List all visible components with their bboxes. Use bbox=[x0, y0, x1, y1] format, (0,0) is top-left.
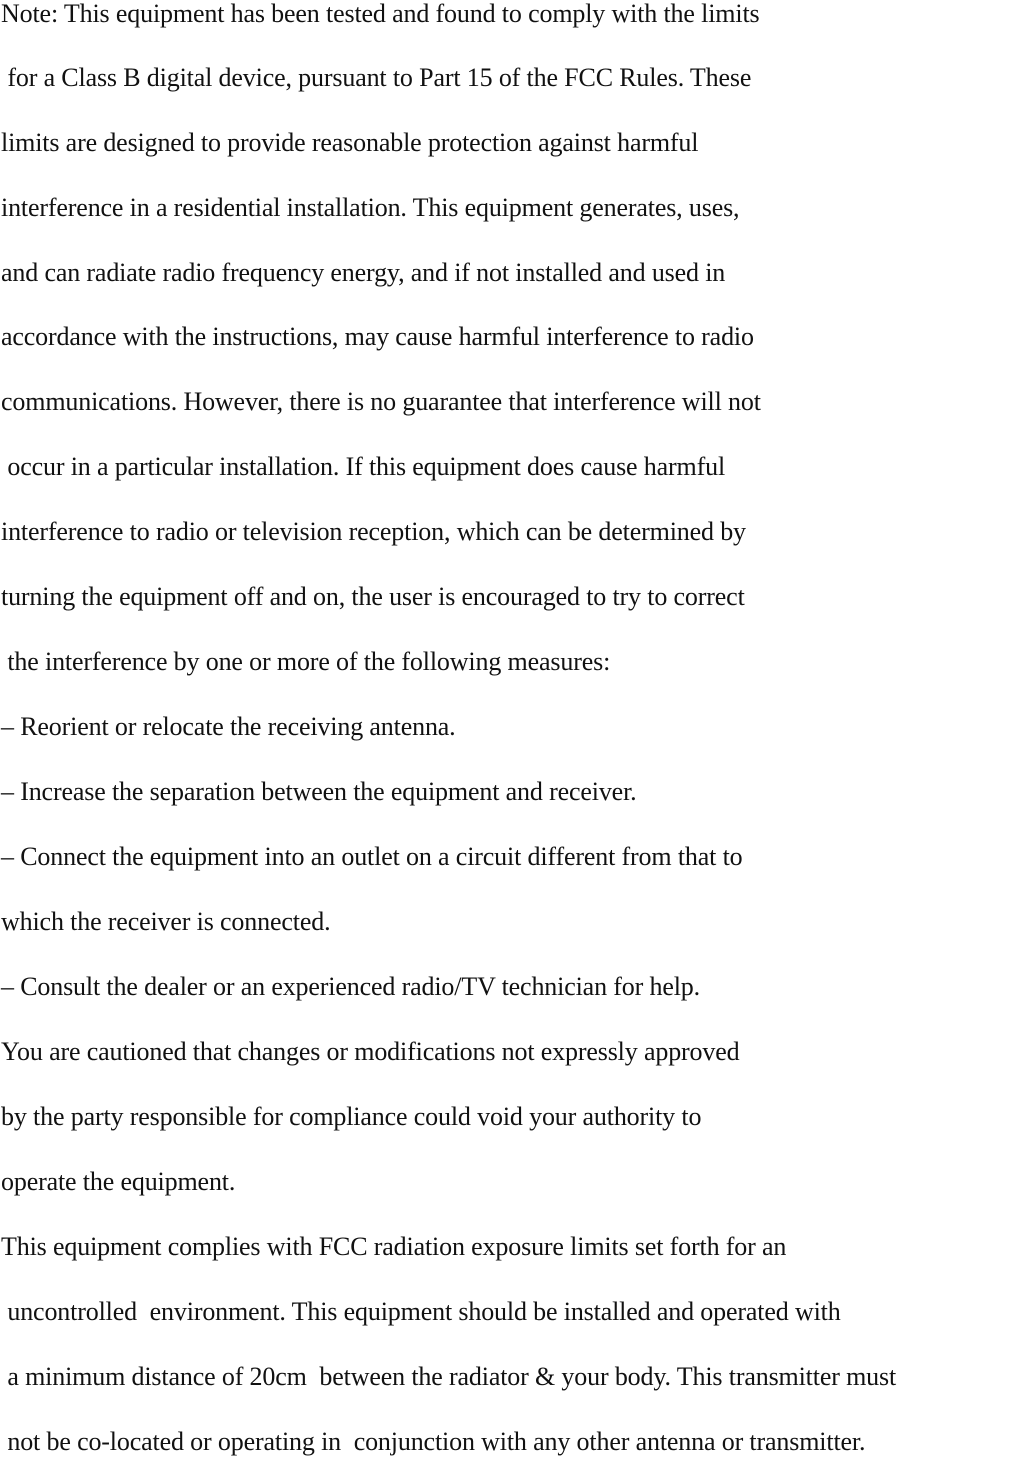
measure-item-3-cont: which the receiver is connected. bbox=[1, 907, 331, 936]
measure-item-3: – Connect the equipment into an outlet on a circuit different from that to bbox=[1, 842, 743, 871]
text-line-7: communications. However, there is no guarantee that interference will not bbox=[1, 387, 761, 416]
text-line-6: accordance with the instructions, may cause harmful interference to radio bbox=[1, 322, 754, 351]
exposure-line-3: a minimum distance of 20cm between the radiator & your body. This transmitter must bbox=[1, 1362, 897, 1391]
measure-item-2: – Increase the separation between the equipment and receiver. bbox=[1, 777, 637, 806]
text-line-9: interference to radio or television reception, which can be determined by bbox=[1, 517, 746, 546]
measure-item-1: – Reorient or relocate the receiving antenna. bbox=[1, 712, 456, 741]
text-line-1: Note: This equipment has been tested and found to comply with the limits bbox=[1, 0, 760, 28]
exposure-line-4: not be co-located or operating in conjunction with any other antenna or transmitter. bbox=[1, 1427, 866, 1456]
text-line-8: occur in a particular installation. If this equipment does cause harmful bbox=[1, 452, 726, 481]
text-line-3: limits are designed to provide reasonable protection against harmful bbox=[1, 128, 699, 157]
caution-line-3: operate the equipment. bbox=[1, 1167, 236, 1196]
text-line-2: for a Class B digital device, pursuant to Part 15 of the FCC Rules. These bbox=[1, 63, 752, 92]
text-line-4: interference in a residential installation. This equipment generates, uses, bbox=[1, 193, 740, 222]
caution-line-2: by the party responsible for compliance could void your authority to bbox=[1, 1102, 702, 1131]
exposure-line-1: This equipment complies with FCC radiation exposure limits set forth for an bbox=[1, 1232, 787, 1261]
measure-item-4: – Consult the dealer or an experienced radio/TV technician for help. bbox=[1, 972, 700, 1001]
text-line-10: turning the equipment off and on, the user is encouraged to try to correct bbox=[1, 582, 745, 611]
caution-line-1: You are cautioned that changes or modifications not expressly approved bbox=[1, 1037, 740, 1066]
exposure-line-2: uncontrolled environment. This equipment should be installed and operated with bbox=[1, 1297, 841, 1326]
text-line-5: and can radiate radio frequency energy, and if not installed and used in bbox=[1, 258, 726, 287]
text-line-11: the interference by one or more of the following measures: bbox=[1, 647, 611, 676]
